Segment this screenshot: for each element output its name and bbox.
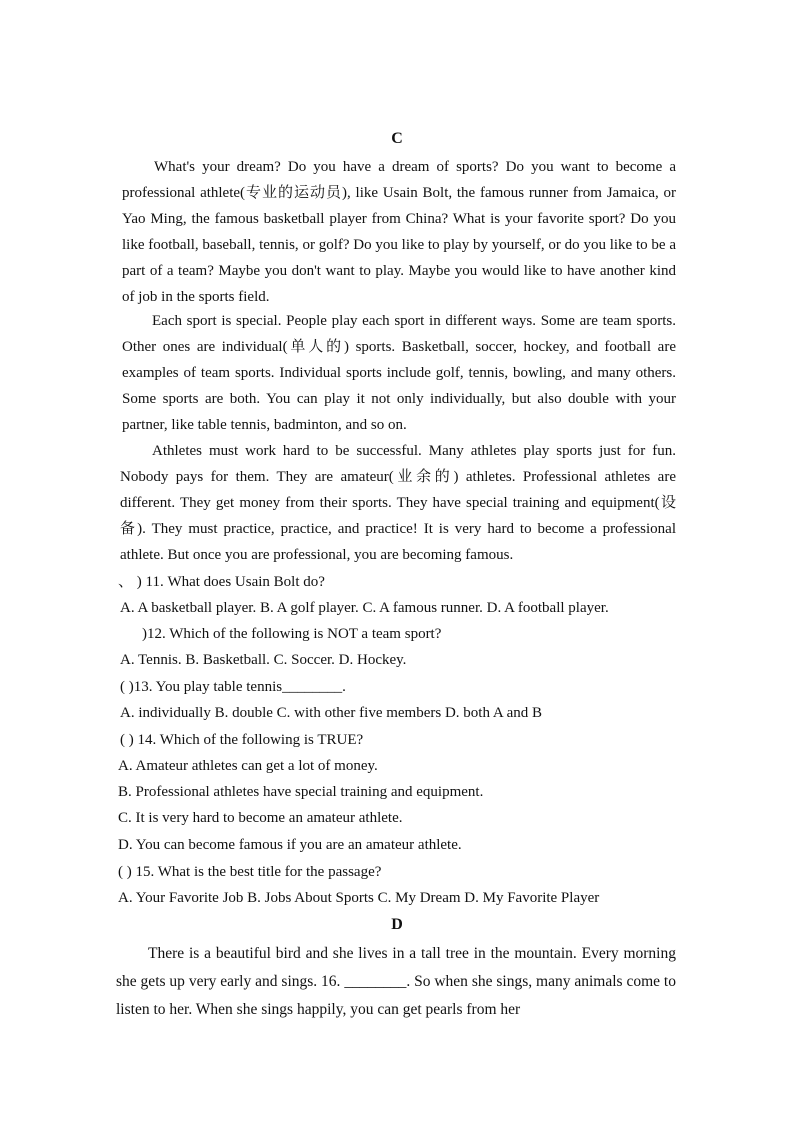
question-15-stem: ( ) 15. What is the best title for the passage? [118, 864, 382, 880]
section-d-paragraph: There is a beautiful bird and she lives in a tall tree in the mountain. Every morning she gets up very early and sings. 16. ________. So when she sings, many animals come to listen to her. When she sings happily, you can get pearls from her [116, 945, 676, 1018]
question-11-options: A. A basketball player. B. A golf player. C. A famous runner. D. A football player. [120, 600, 609, 616]
question-14-option-b: B. Professional athletes have special training and equipment. [118, 784, 484, 800]
question-11-stem: 、 ) 11. What does Usain Bolt do? [118, 574, 325, 590]
section-c-paragraph-2: Each sport is special. People play each sport in different ways. Some are team sports. Other ones are individual(单人的) sports. Basketball, soccer, hockey, and football are examples of team sports. Individual sports include golf, tennis, bowling, and many others. Some sports are both. You can play it not only individually, but also double with your partner, like table tennis, badminton, and so on. [122, 313, 676, 433]
section-c-heading: C [391, 130, 403, 147]
question-13-options: A. individually B. double C. with other five members D. both A and B [120, 705, 543, 721]
section-d-heading: D [391, 916, 403, 933]
question-15-options: A. Your Favorite Job B. Jobs About Sports C. My Dream D. My Favorite Player [118, 890, 600, 906]
question-12-options: A. Tennis. B. Basketball. C. Soccer. D. Hockey. [120, 652, 407, 668]
question-12-stem: )12. Which of the following is NOT a team sport? [142, 626, 442, 642]
section-c-paragraph-1: What's your dream? Do you have a dream of sports? Do you want to become a professional athlete(专业的运动员), like Usain Bolt, the famous runner from Jamaica, or Yao Ming, the famous basketball player from China? What is your favorite sport? Do you like football, baseball, tennis, or golf? Do you like to play by yourself, or do you like to be a part of a team? Maybe you don't want to play. Maybe you would like to have another kind of job in the sports field. [122, 159, 676, 305]
question-14-option-c: C. It is very hard to become an amateur athlete. [118, 810, 403, 826]
question-14-option-d: D. You can become famous if you are an amateur athlete. [118, 837, 462, 853]
section-c-paragraph-3: Athletes must work hard to be successful. Many athletes play sports just for fun. Nobody pays for them. They are amateur(业余的) athletes. Professional athletes are different. They get money from their sports. They have special training and equipment(设备). They must practice, practice, and practice! It is very hard to become a professional athlete. But once you are professional, you are becoming famous. [120, 443, 676, 563]
question-14-option-a: A. Amateur athletes can get a lot of money. [118, 758, 378, 774]
question-13-stem: ( )13. You play table tennis________. [120, 679, 346, 695]
question-14-stem: ( ) 14. Which of the following is TRUE? [120, 732, 364, 748]
